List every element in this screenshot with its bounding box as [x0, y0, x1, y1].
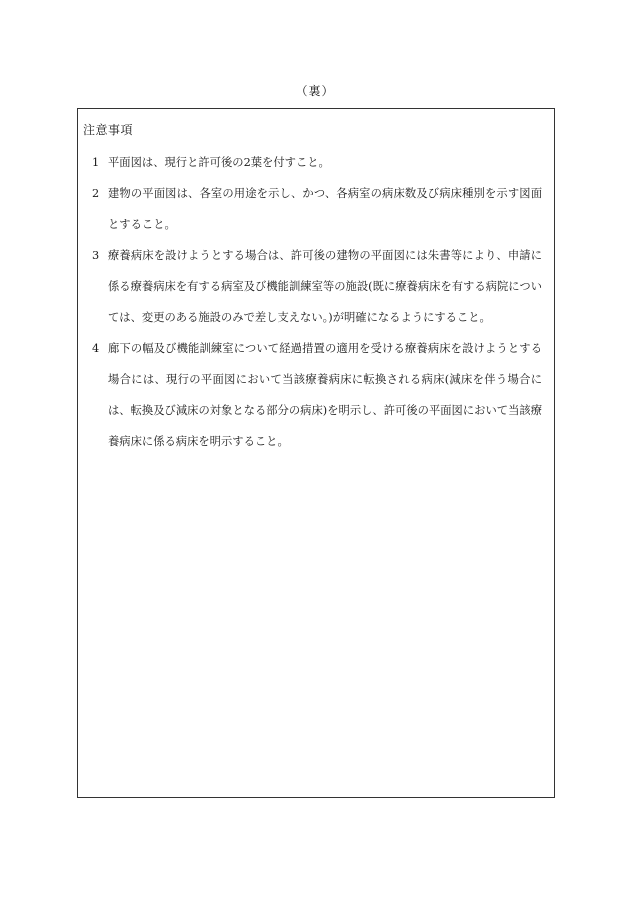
note-text: 廊下の幅及び機能訓練室について経過措置の適用を受ける療養病床を設けようとする場合には、現行の平面図において当該療養病床に転換される病床(減床を伴う場合には、転換及び減床の対象となる部分の病床)を明示し、許可後の平面図において当該療養病床に係る病床を明示すること。 — [108, 342, 542, 448]
note-number: 3 — [92, 249, 100, 262]
page-heading: （裏） — [295, 84, 335, 98]
note-text: 平面図は、現行と許可後の2葉を付すこと。 — [108, 156, 330, 169]
notes-title: 注意事項 — [83, 123, 134, 137]
note-item-3 — [78, 240, 556, 333]
note-number: 2 — [92, 187, 100, 200]
note-text: 建物の平面図は、各室の用途を示し、かつ、各病室の病床数及び病床種別を示す図面とすること。 — [108, 187, 542, 231]
notes-box — [77, 108, 555, 798]
note-number: 1 — [92, 156, 100, 169]
note-text: 療養病床を設けようとする場合は、許可後の建物の平面図には朱書等により、申請に係る療養病床を有する病室及び機能訓練室等の施設(既に療養病床を有する病院については、変更のある施設のみで差し支えない。)が明確になるようにすること。 — [108, 249, 542, 324]
notes-list — [78, 147, 556, 457]
note-item-1 — [78, 147, 556, 178]
note-number: 4 — [92, 342, 100, 355]
note-item-4 — [78, 333, 556, 457]
note-item-2 — [78, 178, 556, 240]
